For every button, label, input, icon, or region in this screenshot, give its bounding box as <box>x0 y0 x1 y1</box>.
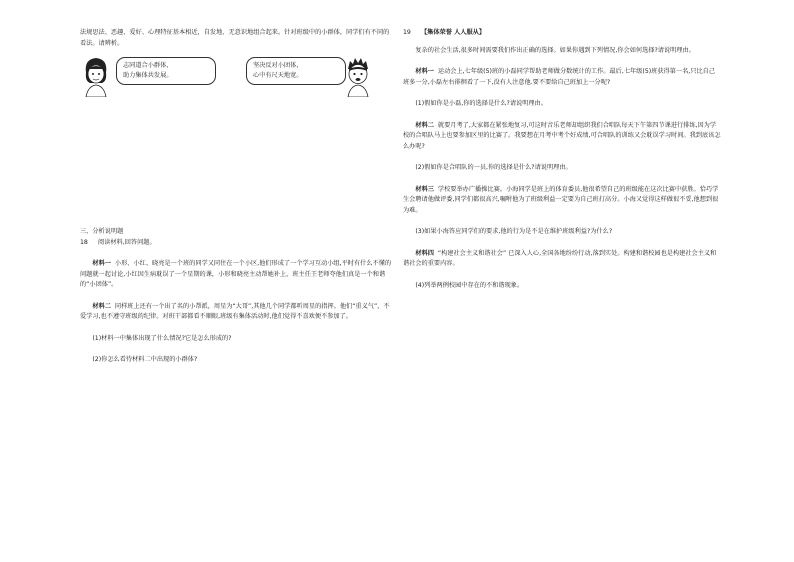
question-18-2: (2)你怎么看待材料二中出现的小群体? <box>92 356 198 363</box>
question-19-2: (2)假如你是合唱队的一员,你的选择是什么?请说明理由。 <box>415 164 572 171</box>
intro-paragraph: 法规思法、恶趣、爱好、心理特征基本相近，自发地、无意识地组合起来。针对班级中的小群体，同学们有不同的看法。请辨析。 <box>80 29 390 47</box>
material-2-label: 材料二 <box>92 302 111 310</box>
q18-instruction: 阅读材料,回答问题。 <box>98 238 156 246</box>
r-material-2-label: 材料二 <box>415 121 434 129</box>
q19-intro: 复杂的社会生活,很多时间需要我们作出正确的选择。如果你遇到下列情况,你会如何选择?请说明理由。 <box>415 46 695 54</box>
question-18-1: (1)材料一中集体出现了什么情况?它是怎么形成的? <box>92 334 232 342</box>
question-19-3: (3)如果小海答应同学们的要求,他的行为是不是在维护班级利益?为什么? <box>415 228 613 235</box>
material-2-text: 同样班上还有一个出了名的小帮派，周星为“大哥”,其他几个同学都听周星的指挥。他们“重义气”，不爱学习,也不遵守班级的纪律。对班干部都看不顺眼,班级有集体活动时,他们觉得不喜欢便不参加了。 <box>80 302 390 320</box>
section-title: 三、分析说明题 <box>80 228 124 235</box>
r-material-2 <box>403 121 721 153</box>
material-1-text: 小形、小红、晓亮是一个班的同学又同住在一个小区,他们形成了一个学习互动小组,平时有什么不懂的问题就一起讨论,小红因生病耽误了一个星期的课，小形和晓亮主动帮她补上，班主任王老师夸他们真是一个和谐的“小团体”。 <box>80 260 392 288</box>
q19-header <box>403 28 721 39</box>
r-material-4-label: 材料四 <box>415 249 434 257</box>
r-material-1-text: 运动会上,七年级(5)班的小磊同学帮助老师做分数统计的工作。最后,七年级(5)班获得第一名,只比自己班多一分,小磊左右徘徊看了一下,没有人注意他.要不要给自己班加上一分呢? <box>403 68 716 86</box>
girl-avatar-icon <box>80 55 112 97</box>
q18-header <box>80 238 392 249</box>
speech-bubble-right: 坚决反对小团体， 心中有尺天地宽。 <box>246 57 346 85</box>
q19-title: 【集体荣誉 人人服从】 <box>421 29 486 36</box>
r-material-3 <box>403 185 721 217</box>
r-material-4 <box>403 249 721 270</box>
r-material-1-label: 材料一 <box>415 68 434 75</box>
r-material-4-text: “构建社会主义和谐社会” 已深入人心,全国各地纷纷行动,落到实处。构建和谐校园也是构建社会主义和谐社会的重要内容。 <box>403 249 717 267</box>
speech-bubble-left: 志同道合小群体， 助力集体共发展。 <box>116 57 216 85</box>
question-19-4: (4)列举两例校园中存在的不和谐现象。 <box>415 281 524 289</box>
illustration <box>80 53 392 99</box>
question-19-1: (1)假如你是小磊,你的选择是什么?请说明理由。 <box>415 100 547 107</box>
boy-avatar-icon <box>342 55 374 97</box>
material-2 <box>80 302 392 323</box>
r-material-1 <box>403 67 721 88</box>
q18-number: 18 <box>80 238 88 246</box>
right-column <box>403 28 721 291</box>
r-material-3-text: 学校要举办广播操比赛。小海同学是班上的体育委员,他很希望自己的班级能在这次比赛中获胜。恰巧学生会聘请他做评委,同学们都很高兴,嘱咐他为了班级利益一定要为自己班打高分。小海又觉得这样做很不妥,他想到很为难。 <box>403 185 719 214</box>
q19-number: 19 <box>403 29 411 36</box>
r-material-3-label: 材料三 <box>415 185 434 193</box>
left-column <box>80 28 392 366</box>
r-material-2-text: 就要月考了,大家都在紧张地复习,可这时音乐老师却组织我们合唱队每天下午第四节课进行排练,因为学校的合唱队马上也要参加区里的比赛了。我要想在月考中考个好成绩,可合唱队的训练又会耽误学习时间。我到底该怎么办呢? <box>403 121 721 150</box>
material-1 <box>80 259 392 291</box>
material-1-label: 材料一 <box>92 260 111 267</box>
